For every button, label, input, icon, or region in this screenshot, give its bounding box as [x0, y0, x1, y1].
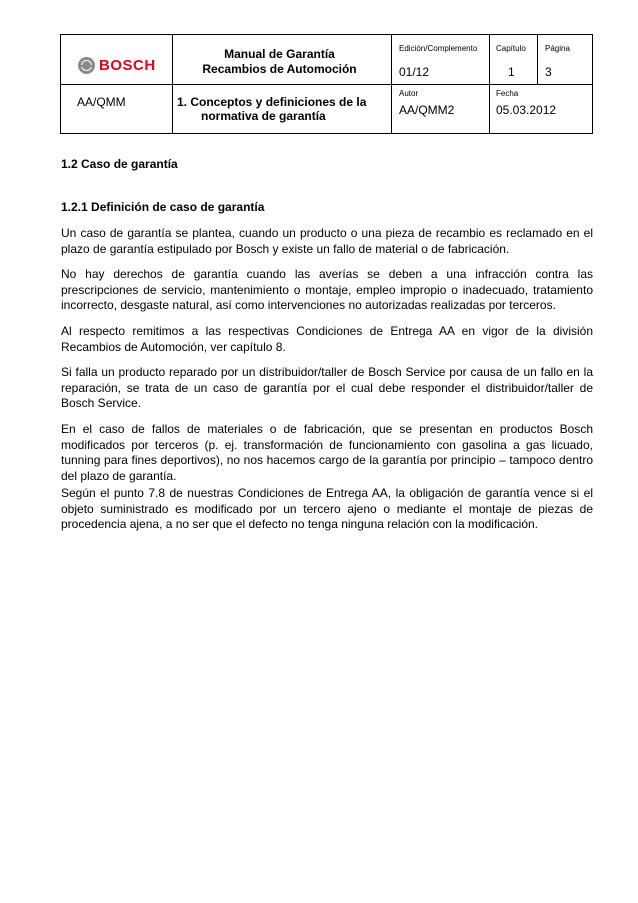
date-value: 05.03.2012 [496, 103, 557, 117]
header-divider [60, 84, 593, 85]
author-label: Autor [399, 89, 419, 98]
paragraph: Según el punto 7.8 de nuestras Condiciones de Entrega AA, la obligación de garantía vence si el objeto suministrado es modificado por un tercero ajeno o mediante el montaje de piezas de procedencia ajena, a no ser que el defecto no tenga ninguna relación con la modificación. [61, 486, 593, 531]
logo-text: BOSCH [99, 57, 156, 74]
subsection-heading: 1.2.1 Definición de caso de garantía [61, 200, 265, 214]
chapter-value: 1 [508, 65, 515, 79]
paragraph: Si falla un producto reparado por un distribuidor/taller de Bosch Service por causa de un fallo en la reparación, se trata de un caso de garantía por el cual debe responder el distribuidor/taller de Bosch Service. [61, 365, 593, 410]
manual-title [177, 47, 382, 77]
date-label: Fecha [496, 89, 519, 98]
chapter-label: Capítulo [496, 44, 526, 53]
paragraph: No hay derechos de garantía cuando las averías se deben a una infracción contra las prescripciones de servicio, mantenimiento o montaje, empleo impropio o inadecuado, tratamiento incorrecto, desgaste natural, así como intervenciones no autorizadas realizadas por terceros. [61, 267, 593, 312]
author-value: AA/QMM2 [399, 103, 455, 117]
paragraph: Un caso de garantía se plantea, cuando un producto o una pieza de recambio es reclamado en el plazo de garantía estipulado por Bosch y existe un fallo de material o de fabricación. [61, 226, 593, 256]
paragraph: Al respecto remitimos a las respectivas Condiciones de Entrega AA en vigor de la división Recambios de Automoción, ver capítulo 8. [61, 324, 593, 354]
page-value: 3 [545, 65, 552, 79]
chapter-title [177, 95, 382, 123]
edition-label: Edición/Complemento [399, 44, 478, 53]
manual-title-line1: Manual de Garantía [224, 47, 335, 61]
page-label: Página [545, 44, 570, 53]
manual-title-line2: Recambios de Automoción [202, 62, 357, 76]
chapter-title-line1: 1. Conceptos y definiciones de la [177, 95, 367, 109]
chapter-title-line2: normativa de garantía [201, 109, 326, 123]
department-code: AA/QMM [77, 95, 126, 109]
edition-value: 01/12 [399, 65, 430, 79]
bosch-logo [78, 57, 156, 74]
paragraph: En el caso de fallos de materiales o de fabricación, que se presentan en productos Bosch modificados por terceros (p. ej. transformación de funcionamiento con gasolina a gas licuado, tunning para fines deportivos), no nos hacemos cargo de la garantía por principio – tampoco dentro del plazo de garantía. [61, 422, 593, 483]
section-heading: 1.2 Caso de garantía [61, 157, 178, 171]
header-divider [537, 34, 538, 84]
bosch-armature-icon [78, 57, 95, 74]
